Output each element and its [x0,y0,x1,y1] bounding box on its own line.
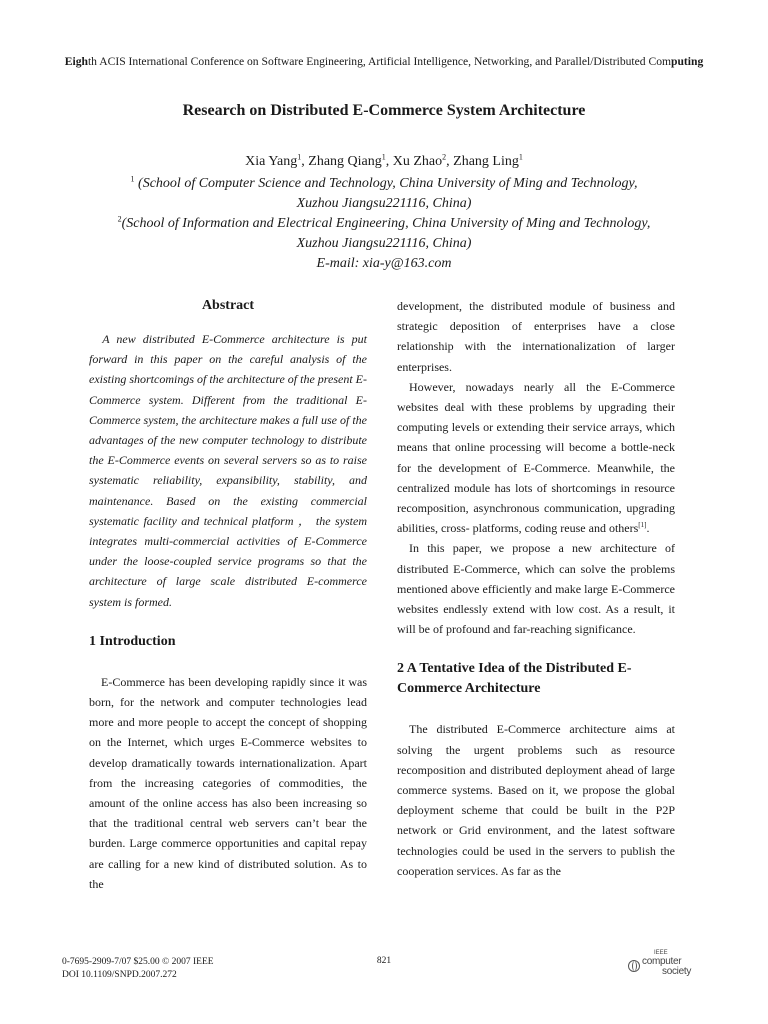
globe-icon [628,960,640,972]
author-affiliation-mark: 1 [518,152,523,162]
section-1-paragraph-2 [397,377,675,539]
affiliation-1 [60,174,708,214]
logo-text-society: society [662,966,692,977]
conference-header-bold-h: h [81,55,88,68]
footer-isbn: 0-7695-2909-7/07 $25.00 © 2007 IEEE [62,957,214,967]
citation-marker: [1] [638,521,647,530]
author-name: Xia Yang [245,154,298,169]
abstract-heading: Abstract [201,298,255,313]
logo-text-computer: computer [642,956,682,967]
affiliation-1-mark: 1 [130,174,135,184]
author-name: Xu Zhao [392,154,443,169]
affiliation-1-line1: (School of Computer Science and Technology, China University of Ming and Technology, [134,176,638,191]
author-affiliation-mark: 1 [381,152,386,162]
section-1-paragraph-2-text: However, nowadays nearly all the E-Commerce websites deal with these problems by upgrading their computing levels or extending their service arrays, which means that online processing will become a bottle-neck for the development of E-Commerce. Meanwhile, the centralized module has lots of shortcomings in resource recomposition, asynchronous communication, upgrading abilities, cross- platforms, coding reuse and others [397,379,675,536]
ieee-computer-society-logo [628,950,708,980]
conference-header-text: th ACIS International Conference on Software Engineering, Artificial Intelligence, Networking, and Parallel/Distributed Com [87,55,672,68]
conference-header-bold-end: puting [671,55,704,68]
section-2-paragraph-1: The distributed E-Commerce architecture aims at solving the urgent problems such as resource recomposition and distributed deployment ahead of large commerce systems. Based on it, we propose the global deployment scheme that could be built in the P2P network or Grid environment, and the latest software technologies could be used in the servers to publish the cooperation services. As far as the [397,722,675,878]
affiliation-2-line1: (School of Information and Electrical Engineering, China University of Ming and Technology, [121,216,651,231]
section-1-paragraph-2-end: . [646,521,650,536]
section-1-heading: 1 Introduction [89,633,176,649]
author-name: Zhang Qiang [308,154,382,169]
paper-title: Research on Distributed E-Commerce System Architecture [182,102,586,119]
author-email: E-mail: xia-y@163.com [316,256,452,271]
affiliation-2 [60,214,708,254]
footer-doi: DOI 10.1109/SNPD.2007.272 [62,970,177,980]
section-2-heading: 2 A Tentative Idea of the Distributed E-Commerce Architecture [397,661,632,697]
section-1-paragraph-1-continued: development, the distributed module of business and strategic deposition of enterprises have a close relationship with the internationalization of larger enterprises. [397,299,675,374]
conference-header [0,55,768,68]
section-1-paragraph-1: E-Commerce has been developing rapidly since it was born, for the network and computer technologies lead more and more people to accept the concept of shopping on the Internet, which urges E-Commerce websites to develop dramatically towards internationalization. Apart from the increasing categories of commodities, the amount of the online access has also been increasing so that the traditional central web servers can’t bear the burden. Large commerce opportunities and capital repay are calling for a new kind of distributed solution. As to the [89,674,367,891]
author-affiliation-mark: 1 [297,152,302,162]
affiliation-2-line2: Xuzhou Jiangsu221116, China) [296,236,472,251]
conference-header-bold-start: Eig [64,55,82,68]
logo-text-ieee: IEEE [654,950,668,956]
author-list: Xia Yang$^1$, Zhang Qiang$^1$, Xu Zhao$^2$, Zhang Ling$^1$ [245,152,523,169]
right-column [397,296,675,881]
abstract-text: A new distributed E-Commerce architecture is put forward in this paper on the careful analysis of the existing shortcomings of the architecture of the present E-Commerce system. Different from the traditional E-Commerce system, the architecture makes a full use of the advantages of the new computer technology to distribute the E-Commerce events on several servers so as to raise systematic reliability, expansibility, stability, and maintenance. Based on the existing commercial systematic facility and technical platform ， the system integrates multi-commercial activities of E-Commerce under the loose-coupled service programs so that the architecture of large scale distributed E-commerce system is formed. [89,332,367,609]
affiliation-1-line2: Xuzhou Jiangsu221116, China) [296,196,472,211]
section-1-paragraph-3: In this paper, we propose a new architecture of distributed E-Commerce, which can solve the problems mentioned above efficiently and make large E-Commerce websites endlessly extend with low cost. As a result, it will be of profound and far-reaching significance. [397,541,675,637]
left-column [89,296,367,894]
author-name: Zhang Ling [453,154,519,169]
author-affiliation-mark: 2 [442,152,447,162]
affiliation-2-mark: 2 [117,214,122,224]
page-number: 821 [376,956,392,966]
